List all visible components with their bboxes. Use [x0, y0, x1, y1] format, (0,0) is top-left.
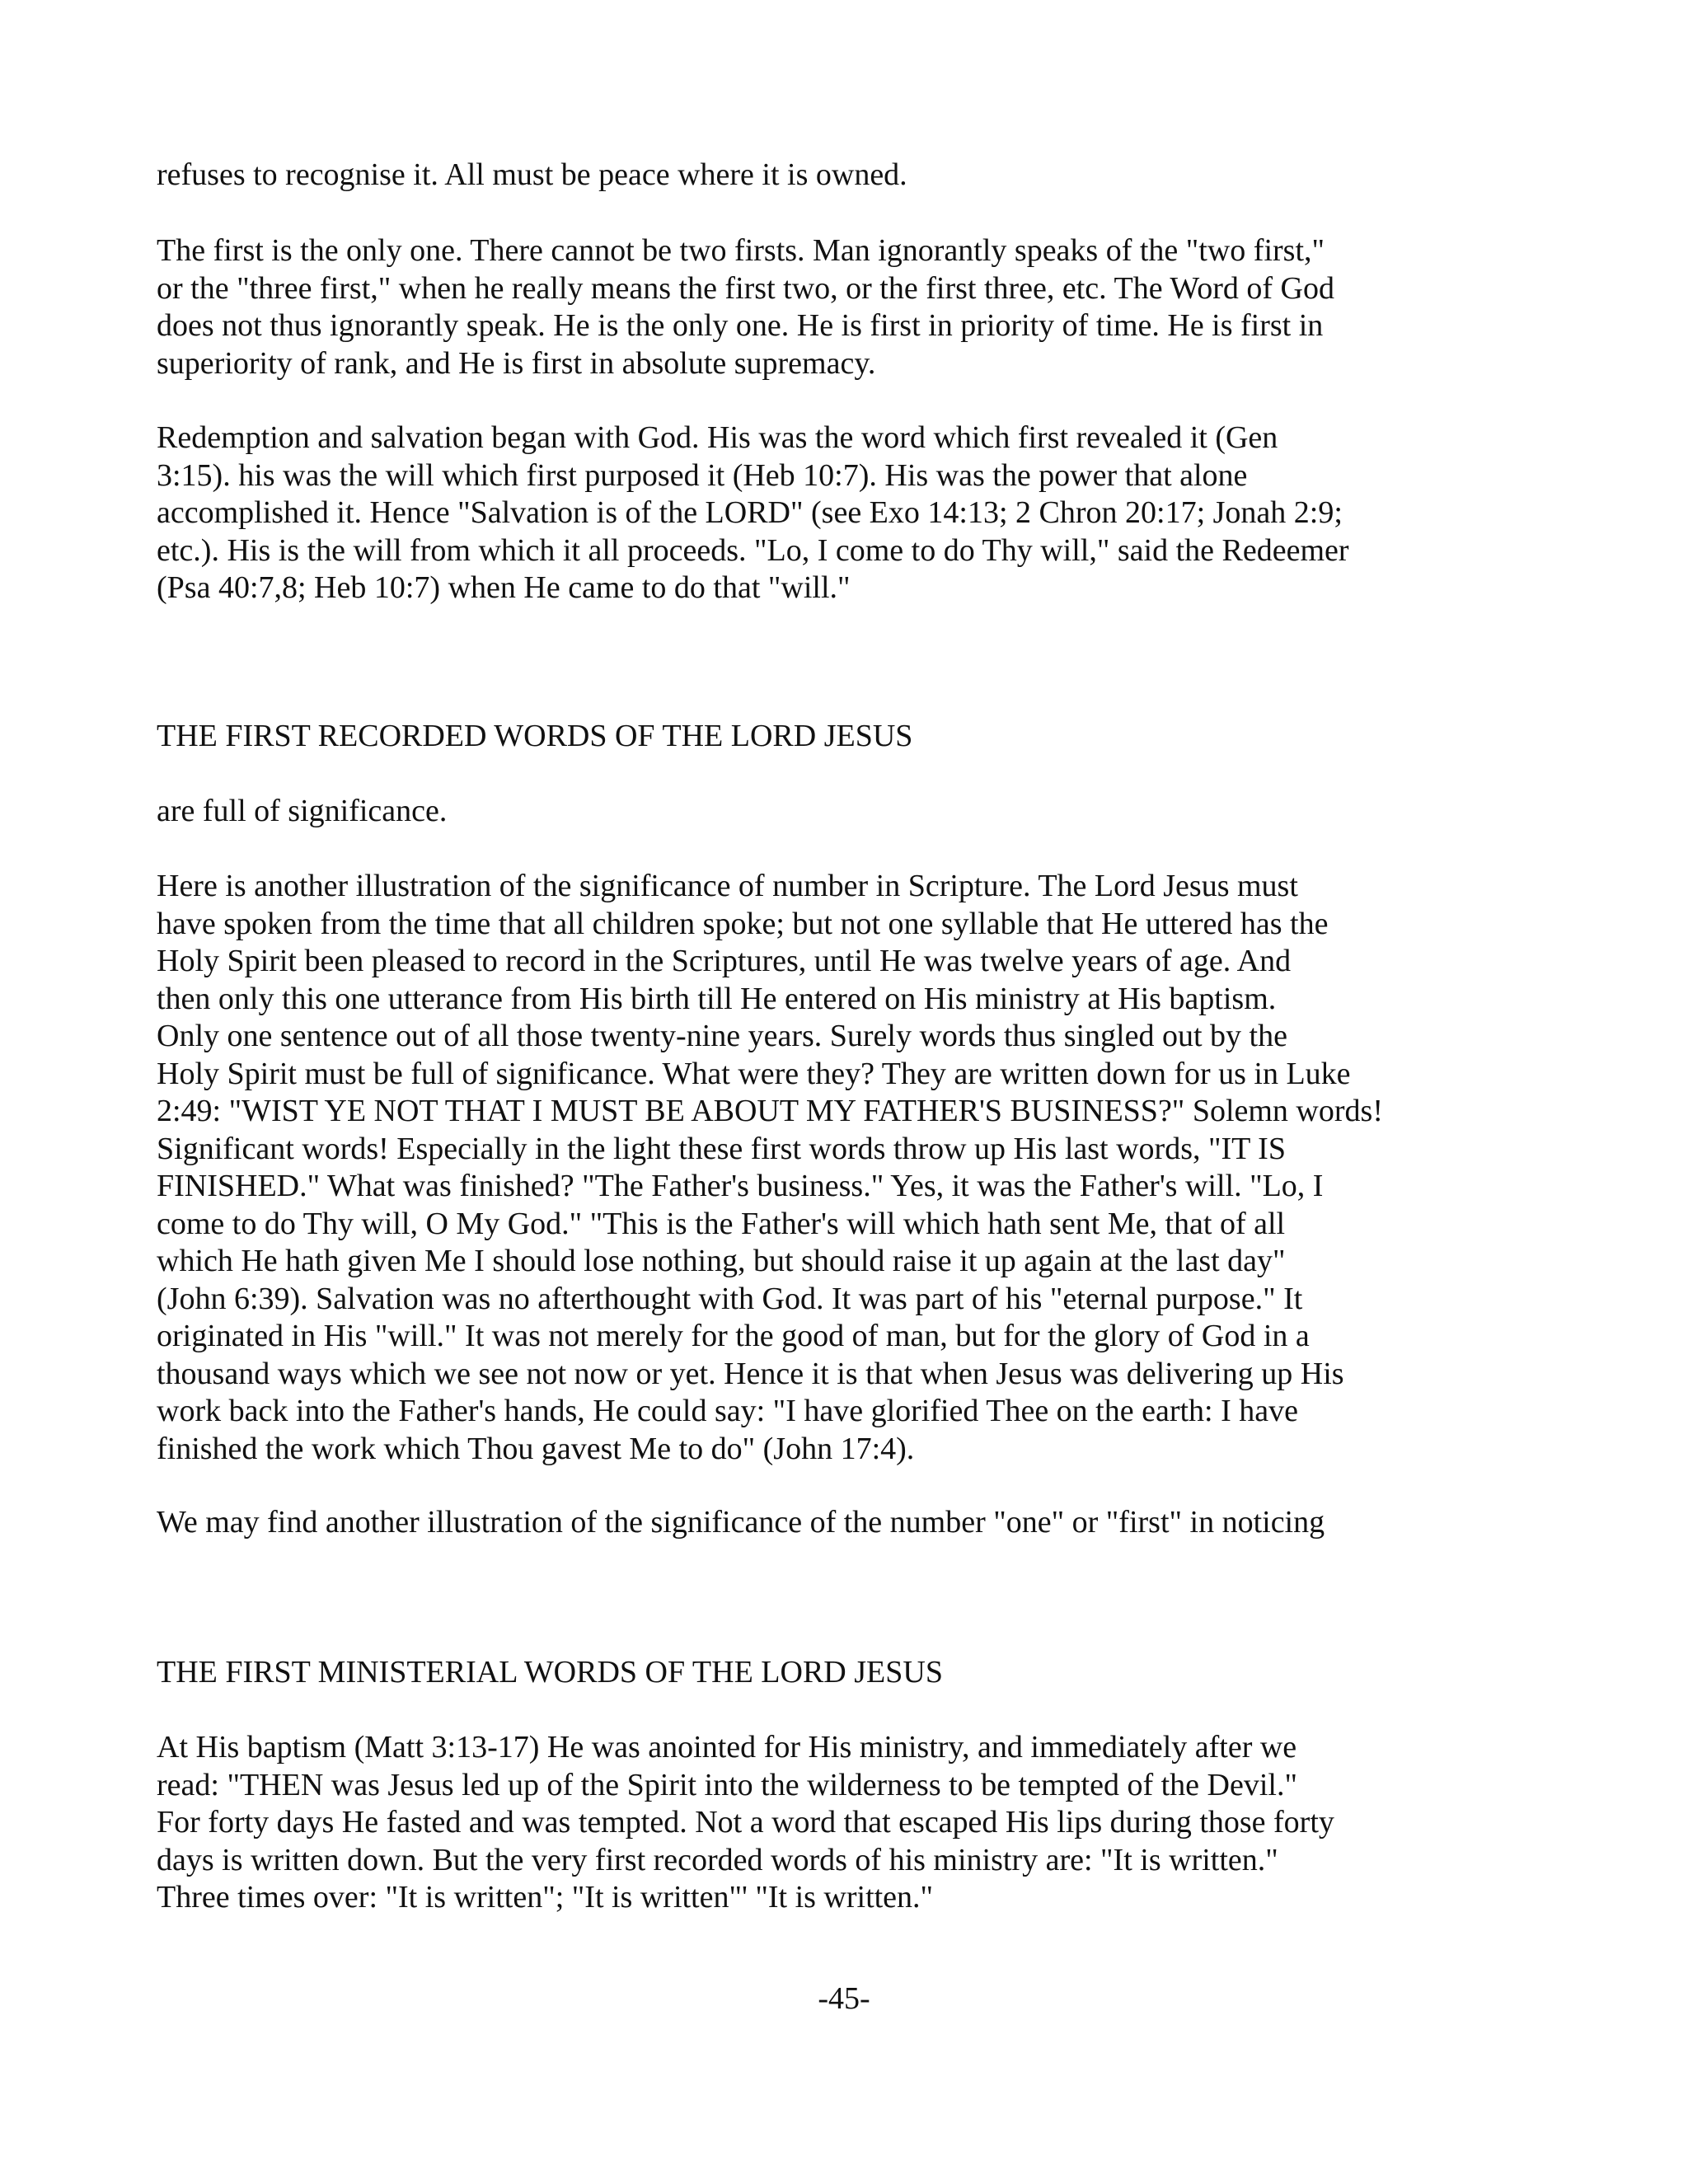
paragraph-baptism: At His baptism (Matt 3:13-17) He was anointed for His ministry, and immediately after we read: "THEN was Jesus led up of the Spirit into the wilderness to be tempted of the Devil." For forty days He fasted and was tempted. Not a word that escaped His lips during those forty days is written down. But the very first recorded words of his ministry are: "It is written." Three times over: "It is written"; "It is written"' "It is written." — [157, 1730, 1334, 1915]
paragraph-first-is-only-one: The first is the only one. There cannot be two firsts. Man ignorantly speaks of the "two first," or the "three first," when he really means the first two, or the first three, etc. The Word of God does not thus ignorantly speak. He is the only one. He is first in priority of time. He is first in superiority of rank, and He is first in absolute supremacy. — [157, 233, 1334, 381]
heading-first-ministerial-words: THE FIRST MINISTERIAL WORDS OF THE LORD JESUS — [157, 1655, 943, 1690]
paragraph-full-of-significance: are full of significance. — [157, 794, 448, 828]
page-number: -45- — [818, 1981, 870, 2016]
paragraph-another-illustration: We may find another illustration of the significance of the number "one" or "first" in noticing — [157, 1505, 1325, 1540]
paragraph-illustration-significance: Here is another illustration of the significance of number in Scripture. The Lord Jesus must have spoken from the time that all children spoke; but not one syllable that He uttered has the Holy Spirit been pleased to record in the Scriptures, until He was twelve years of age. And then only this one utterance from His birth till He entered on His ministry at His baptism. Only one sentence out of all those twenty-nine years. Surely words thus singled out by the Holy Spirit must be full of significance. What were they? They are written down for us in Luke 2:49: "WIST YE NOT THAT I MUST BE ABOUT MY FATHER'S BUSINESS?" Solemn words! Significant words! Especially in the light these first words throw up His last words, "IT IS FINISHED." What was finished? "The Father's business." Yes, it was the Father's will. "Lo, I come to do Thy will, O My God." "This is the Father's will which hath sent Me, that of all which He hath given Me I should lose nothing, but should raise it up again at the last day" (John 6:39). Salvation was no afterthought with God. It was part of his "eternal purpose." It originated in His "will." It was not merely for the good of man, but for the glory of God in a thousand ways which we see not now or yet. Hence it is that when Jesus was delivering up His work back into the Father's hands, He could say: "I have glorified Thee on the earth: I have finished the work which Thou gavest Me to do" (John 17:4). — [157, 869, 1383, 1466]
paragraph-redemption: Redemption and salvation began with God. His was the word which first revealed it (Gen 3:15). his was the will which first purposed it (Heb 10:7). His was the power that alone accomplished it. Hence "Salvation is of the LORD" (see Exo 14:13; 2 Chron 20:17; Jonah 2:9; etc.). His is the will from which it all proceeds. "Lo, I come to do Thy will," said the Redeemer (Psa 40:7,8; Heb 10:7) when He came to do that "will." — [157, 420, 1349, 605]
paragraph-intro-line: refuses to recognise it. All must be peace where it is owned. — [157, 157, 907, 192]
heading-first-recorded-words: THE FIRST RECORDED WORDS OF THE LORD JESUS — [157, 719, 913, 753]
